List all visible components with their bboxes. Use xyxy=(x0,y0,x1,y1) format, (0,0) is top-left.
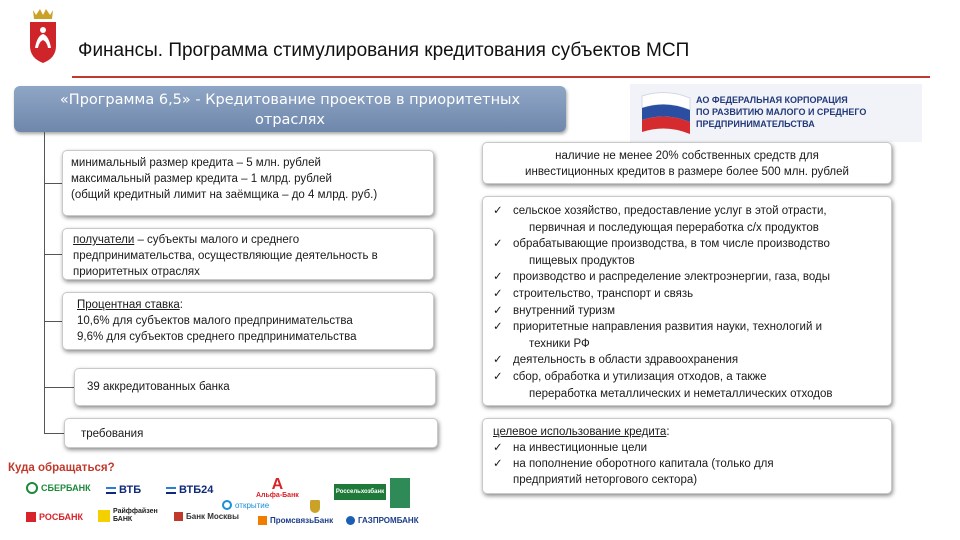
bank-name: БАНК xyxy=(113,516,133,523)
checkmark-icon: ✓ xyxy=(493,370,503,383)
coat-of-arms-icon xyxy=(310,500,320,513)
list-item xyxy=(493,352,883,369)
checkmark-icon: ✓ xyxy=(493,304,503,317)
sector-text: пищевых продуктов xyxy=(529,254,635,267)
rosbank-logo xyxy=(26,512,83,522)
accredited-banks-text: 39 аккредитованных банка xyxy=(87,381,230,393)
vtb-logo xyxy=(106,484,141,496)
vtb24-logo xyxy=(166,484,213,496)
loan-limit-text: (общий кредитный лимит на заёмщика – до 4 млрд. руб.) xyxy=(71,189,378,201)
promsvyazbank-icon xyxy=(258,516,267,525)
bank-name: Райффайзен xyxy=(113,508,158,515)
loan-size-box xyxy=(62,150,434,216)
tree-connector xyxy=(44,433,64,434)
gerb-bank-logo xyxy=(310,500,320,513)
tree-connector xyxy=(44,254,62,255)
gazprombank-icon xyxy=(346,516,355,525)
sector-text: сбор, обработка и утилизация отходов, а также xyxy=(513,370,767,383)
sector-text: строительство, транспорт и связь xyxy=(513,287,694,300)
bank-name: ПромсвязьБанк xyxy=(270,516,334,525)
sberbank-logo xyxy=(26,482,91,494)
sector-text: первичная и последующая переработка с/х продуктов xyxy=(529,221,819,234)
list-item xyxy=(493,369,883,386)
bank-name: ВТБ xyxy=(119,484,142,496)
sberbank-icon xyxy=(26,482,38,494)
rate-medium-business: 9,6% для субъектов среднего предпринимательства xyxy=(77,331,357,343)
page-title: Финансы. Программа стимулирования кредитования субъектов МСП xyxy=(78,40,690,61)
bank-name: СБЕРБАНК xyxy=(41,483,91,493)
requirements-text: требования xyxy=(81,428,144,440)
recipients-text: приоритетных отраслях xyxy=(73,266,200,278)
checkmark-icon: ✓ xyxy=(493,354,503,367)
vtb-icon xyxy=(106,487,116,494)
interest-rate-colon: : xyxy=(179,299,183,311)
rosselkhozbank-logo xyxy=(334,484,386,500)
requirements-box xyxy=(64,418,438,448)
list-item xyxy=(493,440,881,456)
accredited-banks-box xyxy=(74,368,436,406)
sector-text: переработка металлических и неметаллических отходов xyxy=(529,387,833,400)
bank-name: Альфа-Банк xyxy=(256,492,299,499)
list-item xyxy=(493,303,883,320)
checkmark-icon: ✓ xyxy=(493,458,503,470)
interest-rate-box xyxy=(62,292,434,350)
checkmark-icon: ✓ xyxy=(493,205,503,217)
raiffeisen-name xyxy=(113,508,158,524)
program-banner xyxy=(14,86,566,132)
sector-text: сельское хозяйство, предоставление услуг в этой отрасти, xyxy=(513,205,827,217)
bank-name: Россельхозбанк xyxy=(335,489,385,495)
bank-of-moscow-logo xyxy=(174,512,239,521)
checkmark-icon: ✓ xyxy=(493,238,503,251)
raiffeisen-logo xyxy=(98,508,158,524)
raiffeisen-icon xyxy=(98,510,110,522)
tree-connector xyxy=(44,183,62,184)
vtb24-icon xyxy=(166,487,176,494)
checkmark-icon: ✓ xyxy=(493,442,503,454)
tree-connector xyxy=(44,132,45,434)
sector-text: деятельность в области здравоохранения xyxy=(513,354,739,367)
recipients-text: предпринимательства, осуществляющие деятельность в xyxy=(73,250,378,262)
where-to-apply-label: Куда обращаться? xyxy=(8,462,115,474)
purpose-text: предприятий неторгового сектора) xyxy=(513,474,698,486)
recipients-label: получатели xyxy=(73,234,135,246)
list-item xyxy=(493,286,883,303)
own-funds-text: инвестиционных кредитов в размере более 500 млн. рублей xyxy=(525,166,849,178)
otkritie-icon xyxy=(222,500,232,510)
bank-name: РОСБАНК xyxy=(39,512,84,522)
alfa-a-icon: А xyxy=(271,476,284,493)
bank-name: ВТБ24 xyxy=(179,484,214,496)
recipients-text: – субъекты малого и среднего xyxy=(134,234,300,246)
alfa-bank-logo xyxy=(256,478,299,499)
bank-of-moscow-icon xyxy=(174,512,183,521)
bank-name: Банк Москвы xyxy=(186,512,239,521)
header-divider xyxy=(72,76,930,78)
sector-text: приоритетные направления развития науки, технологий и xyxy=(513,321,823,334)
loan-purpose-colon: : xyxy=(666,426,670,438)
promsvyazbank-logo xyxy=(258,516,333,525)
list-item xyxy=(493,236,883,253)
rosbank-icon xyxy=(26,512,36,522)
purpose-text: на пополнение оборотного капитала (только для xyxy=(513,458,774,470)
tree-connector xyxy=(44,387,74,388)
program-banner-line: отраслях xyxy=(255,112,325,128)
sector-text: обрабатывающие производства, в том числе производство xyxy=(513,238,830,251)
corp-name-line: ПРЕДПРИНИМАТЕЛЬСТВА xyxy=(696,119,815,129)
loan-purpose-label: целевое использование кредита xyxy=(493,426,667,438)
bank-name: открытие xyxy=(235,500,270,510)
min-loan-text: минимальный размер кредита – 5 млн. рублей xyxy=(71,157,321,169)
msp-corporation-logo xyxy=(630,84,922,142)
sector-text: внутренний туризм xyxy=(513,304,616,317)
checkmark-icon: ✓ xyxy=(493,287,503,300)
tree-connector xyxy=(44,321,62,322)
rkb-bank-logo xyxy=(390,478,410,508)
priority-sectors-box xyxy=(482,196,892,406)
list-item xyxy=(493,319,883,336)
rate-small-business: 10,6% для субъектов малого предпринимательства xyxy=(77,315,353,327)
max-loan-text: максимальный размер кредита – 1 млрд. рублей xyxy=(71,173,332,185)
checkmark-icon: ✓ xyxy=(493,321,503,334)
loan-purpose-heading xyxy=(493,424,881,440)
own-funds-box xyxy=(482,142,892,184)
list-item xyxy=(493,269,883,286)
recipients-box xyxy=(62,228,434,280)
program-banner-line: «Программа 6,5» - Кредитование проектов в приоритетных xyxy=(59,92,521,108)
corp-name-line: ПО РАЗВИТИЮ МАЛОГО И СРЕДНЕГО xyxy=(696,107,867,117)
russian-flag-icon xyxy=(640,90,692,136)
interest-rate-heading xyxy=(77,297,419,313)
corp-name-line: АО ФЕДЕРАЛЬНАЯ КОРПОРАЦИЯ xyxy=(696,95,848,105)
sector-text: производство и распределение электроэнергии, газа, воды xyxy=(513,271,831,284)
purpose-text: на инвестиционные цели xyxy=(513,442,648,454)
interest-rate-label: Процентная ставка xyxy=(77,299,180,311)
sector-text: техники РФ xyxy=(529,337,590,350)
bank-name: ГАЗПРОМБАНК xyxy=(358,516,419,525)
otkritie-logo xyxy=(222,500,269,510)
list-item xyxy=(493,456,881,472)
recipients-line xyxy=(73,232,423,248)
perm-krai-emblem xyxy=(26,6,60,66)
own-funds-text: наличие не менее 20% собственных средств для xyxy=(555,150,819,162)
gazprombank-logo xyxy=(346,516,419,525)
checkmark-icon: ✓ xyxy=(493,271,503,284)
list-item xyxy=(493,203,883,220)
loan-purpose-box xyxy=(482,418,892,494)
